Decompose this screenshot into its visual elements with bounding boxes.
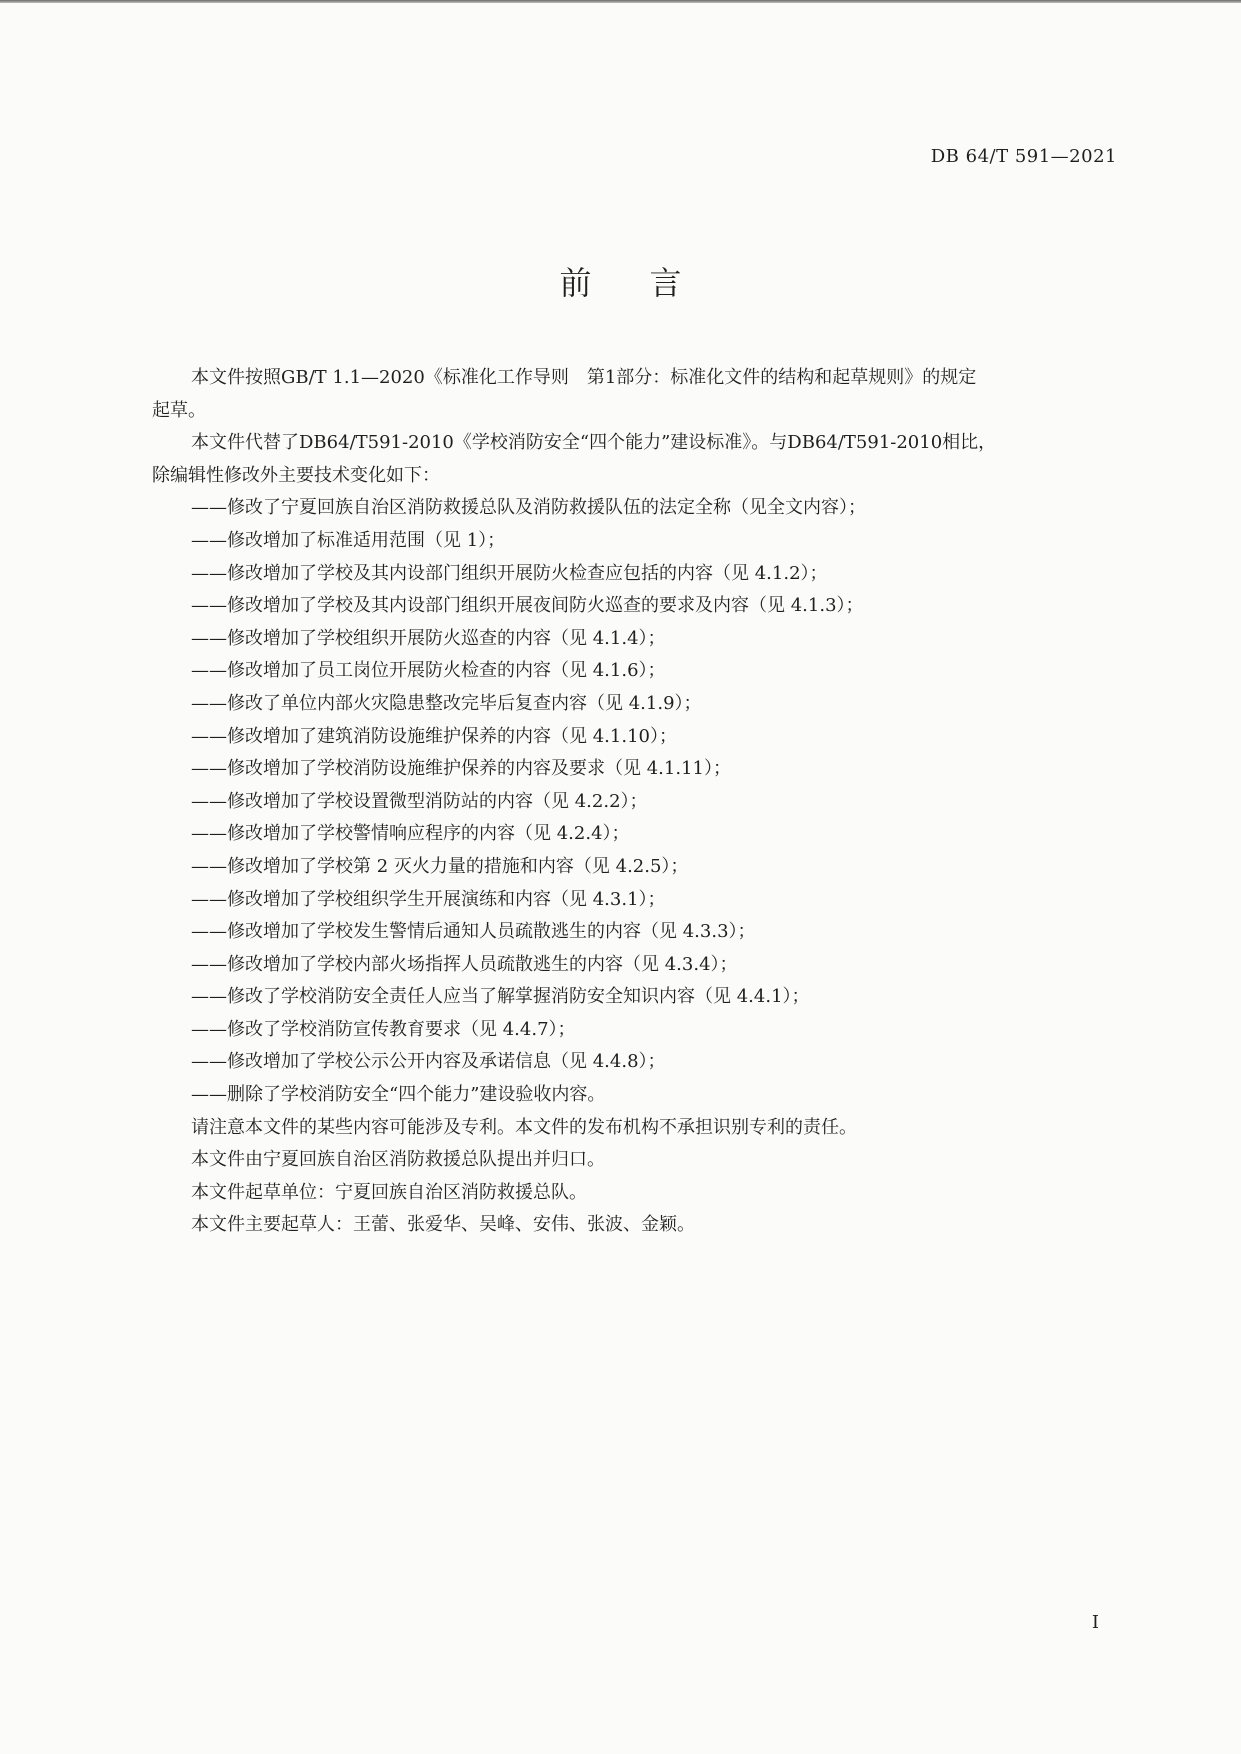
drafters-statement: 本文件主要起草人：王蕾、张爱华、吴峰、安伟、张波、金颖。 [191,1214,695,1236]
change-item: ——修改增加了学校设置微型消防站的内容（见 4.2.2）； [191,790,648,812]
scan-edge [0,0,1241,3]
document-code: DB 64/T 591—2021 [930,146,1117,167]
change-item: ——修改增加了学校警情响应程序的内容（见 4.2.4）； [191,823,630,845]
change-item: ——修改增加了学校及其内设部门组织开展防火检查应包括的内容（见 4.1.2）； [191,562,828,584]
change-item: ——修改增加了标准适用范围（见 1）； [191,529,506,551]
change-item: ——修改了宁夏回族自治区消防救援总队及消防救援队伍的法定全称（见全文内容）； [191,497,866,519]
page-number: I [1091,1612,1099,1633]
change-item: ——修改增加了学校及其内设部门组织开展夜间防火巡查的要求及内容（见 4.1.3）； [191,595,864,617]
change-item: ——修改增加了员工岗位开展防火检查的内容（见 4.1.6）； [191,660,666,682]
intro-paragraph-2-line-1: 本文件代替了DB64/T591-2010《学校消防安全“四个能力”建设标准》。与DB64/T591-2010相比， [191,432,997,454]
patent-note: 请注意本文件的某些内容可能涉及专利。本文件的发布机构不承担识别专利的责任。 [191,1116,857,1138]
change-item: ——修改了学校消防宣传教育要求（见 4.4.7）； [191,1018,576,1040]
change-item: ——修改增加了学校公示公开内容及承诺信息（见 4.4.8）； [191,1051,666,1073]
change-item: ——修改增加了学校内部火场指挥人员疏散逃生的内容（见 4.3.4）； [191,953,738,975]
page-title: 前言 [559,264,740,302]
intro-paragraph-1-line-1: 本文件按照GB/T 1.1—2020《标准化工作导则 第1部分：标准化文件的结构和起草规则》的规定 [191,367,977,388]
change-item: ——修改增加了学校组织学生开展演练和内容（见 4.3.1）； [191,888,666,910]
intro-paragraph-1-line-2: 起草。 [152,399,206,421]
intro-paragraph-2-line-2: 除编辑性修改外主要技术变化如下： [152,464,440,486]
proposer-statement: 本文件由宁夏回族自治区消防救援总队提出并归口。 [191,1149,605,1171]
change-item: ——修改增加了建筑消防设施维护保养的内容（见 4.1.10）； [191,725,677,747]
foreword-body [152,362,1120,1242]
change-item: ——修改了学校消防安全责任人应当了解掌握消防安全知识内容（见 4.4.1）； [191,986,810,1008]
change-item: ——修改增加了学校消防设施维护保养的内容及要求（见 4.1.11）； [191,758,731,780]
drafting-unit-statement: 本文件起草单位：宁夏回族自治区消防救援总队。 [191,1181,587,1203]
change-item: ——修改增加了学校第 2 灭火力量的措施和内容（见 4.2.5）； [191,855,689,877]
change-item: ——修改增加了学校发生警情后通知人员疏散逃生的内容（见 4.3.3）； [191,921,756,943]
change-item: ——修改增加了学校组织开展防火巡查的内容（见 4.1.4）； [191,627,666,649]
change-item: ——修改了单位内部火灾隐患整改完毕后复查内容（见 4.1.9）； [191,692,702,714]
change-item: ——删除了学校消防安全“四个能力”建设验收内容。 [191,1084,606,1106]
